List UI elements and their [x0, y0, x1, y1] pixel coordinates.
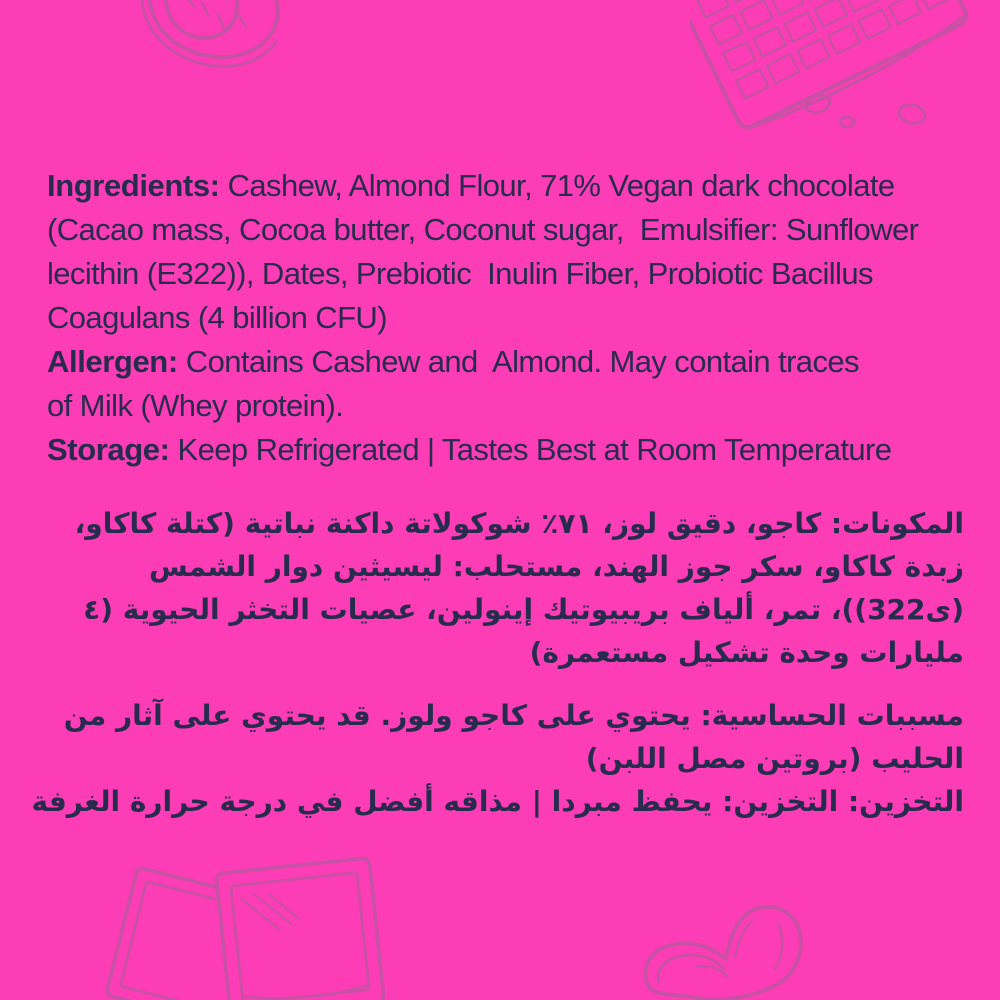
- arabic-allergen-line: الحليب (بروتين مصل اللبن): [585, 742, 964, 775]
- cashew-bottom-icon: [635, 900, 835, 1000]
- chocolate-squares-bottom-icon: [85, 855, 405, 1000]
- arabic-ingredients-line: مليارات وحدة تشكيل مستعمرة): [529, 636, 964, 669]
- arabic-storage-line: التخزين: التخزين: يحفظ مبردا | مذاقه أفضل في درجة حرارة الغرفة: [31, 785, 964, 818]
- allergen-line: of Milk (Whey protein).: [47, 388, 344, 423]
- ingredients-line: lecithin (E322)), Dates, Prebiotic Inulin Fiber, Probiotic Bacillus: [47, 256, 873, 291]
- cashew-top-left-icon: [126, 0, 301, 92]
- english-info-block: [47, 164, 977, 472]
- storage-line: Storage: Keep Refrigerated | Tastes Best at Room Temperature: [47, 432, 892, 467]
- allergen-label: Allergen:: [47, 344, 178, 379]
- arabic-ingredients-line: زبدة كاكاو، سكر جوز الهند، مستحلب: ليسيثين دوار الشمس: [149, 550, 964, 583]
- arabic-ingredients-line: المكونات: كاجو، دقيق لوز، ٧١٪ شوكولاتة داكنة نباتية (كتلة كاكاو،: [74, 507, 964, 540]
- allergen-line: Allergen: Contains Cashew and Almond. May contain traces: [47, 344, 859, 379]
- arabic-allergen-line: مسببات الحساسية: يحتوي على كاجو ولوز. قد يحتوي على آثار من: [63, 699, 964, 732]
- storage-label: Storage:: [47, 432, 170, 467]
- ingredients-line: Coagulans (4 billion CFU): [47, 300, 387, 335]
- arabic-ingredients-line: (ى322))، تمر، ألياف بريبيوتيك إينولين، عصيات التخثر الحيوية (٤: [83, 593, 964, 626]
- arabic-info-block: [24, 502, 964, 823]
- ingredients-label: Ingredients:: [47, 168, 220, 203]
- ingredients-line: Ingredients: Cashew, Almond Flour, 71% Vegan dark chocolate: [47, 168, 895, 203]
- ingredients-line: (Cacao mass, Cocoa butter, Coconut sugar, Emulsifier: Sunflower: [47, 212, 919, 247]
